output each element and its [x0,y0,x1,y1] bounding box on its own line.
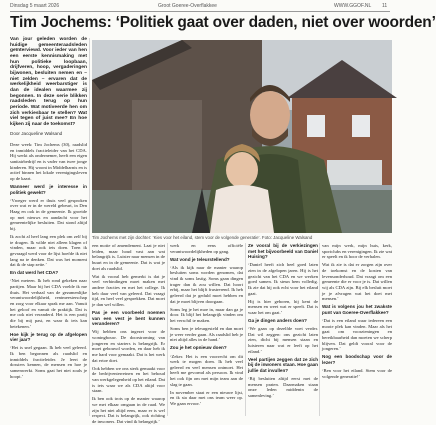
body-paragraph: ‘Ben voor het eiland. Stem voor de volgende generatie!’ [322,368,392,379]
body-paragraph: ‘Niet meteen. Ik heb rond gekeken naar partijen. Maar bij het CDA voelde ik me thuis. Het verhaal van de gezamenlijke verantwoordelijkheid, rentmeesterschap en zorg voor elkaar sprak me aan. Vanuit het geloof en vanuit de praktijk. Dat is me ook niet veranderd. Het is een partij die bij mij past, en waar ik iets kan betekenen.’ [10,278,87,329]
body-paragraph: ‘Zeker. Het is een voorrecht om dit werk te mogen doen. Ik heb veel geleerd en veel mensen ontmoet. Het heeft me gevormd als persoon. Ik vind het ook fijn om met mijn team aan de slag te gaan. [170,353,243,387]
header-rule [10,11,390,12]
body-paragraph: Wij hebben ons ingezet voor de woningbouw. De doorstroming van jongeren en starters is belangrijk. Er moet gebouwd worden, en daar heb ik me hard voor gemaakt. Dat is het werk dat ertoe doet. [92,329,165,363]
body-paragraph: ‘Bij besluiten altijd eerst met de mensen praten. Daarmaken staan onze leden middenin de samenleving.’ [248,376,318,399]
body-paragraph: Soms ben je teleurgesteld en dan moet je weer verder gaan. Als raadslid heb je niet altijd alles in de hand.’ [170,326,243,343]
interview-question: Hoe kijk je terug op de afgelopen vier jaar? [10,331,87,343]
body-paragraph: In november staat er een nieuwe lijst, en ik sta daar met ons team weer op. We gaan ervoor.’ [170,389,243,407]
body-paragraph: een motie of amendement. Laat je niet leiden, maar houd vast aan wat belangrijk is. Luister naar mensen in de buurt en in de gemeente. Dat is wat je doet als raadslid. [92,243,165,271]
interview-question: Ze vooral bij de verkiezingen met het bijvoorbeeld van Daniel Huising? [248,243,318,260]
interview-question: Wat vond je teleurstellend? [170,256,230,262]
issue-date: Dinsdag 5 maart 2026 [10,3,60,9]
body-paragraph: Hij is hier geboren, hij kent de mensen en weet wat er speelt. Dat is waar het om gaat.’ [248,298,318,315]
column-divider [245,243,246,416]
body-paragraph: ‘Vroeger werd er thuis veel gesproken over wat er in de wereld gebeurt, in Den Haag en ook in de gemeente. Ik groeide op met nieuws en aandacht voor het gemeentelijke besluiten. Dat stond altijd bij. [10,197,87,231]
body-paragraph: Ik ben ook trots op de manier waarop we met elkaar omgaan in de raad. We zijn het niet altijd eens, maar er is wel respect. Dat is belangrijk, ook richting de inwoners. Dat vind ik belangrijk.’ [92,396,165,424]
photo-caption: Tim Jochems met zijn dochter: ‘Kies voor het eiland, stem voor de volgende generatie’. Foto: Jacqueline Walsand [92,235,313,240]
page-number: 11 [382,3,388,9]
body-paragraph: werk en eens officiële verantwoordelijkheden op gang. [170,243,243,254]
body-paragraph: Wat ik vooral heb gemerkt is dat je veel verbindingen moet maken met andere fracties en met het college. Ik heb daar veel van geleerd. Dat vraagt tijd, en heel veel gesprekken. Dat moet je dan wel willen. [92,273,165,307]
body-paragraph: ‘We gaan op dezelfde voet verder. Dat wil zeggen: ons gezicht laten zien, dicht bij mensen staan en luisteren naar wat er leeft op het eiland.’ [248,326,318,354]
interview-question: Pas je een voorbeeld noemen van een vest je bent kunnen veranderen? [92,310,165,327]
lead-paragraph: Van jour geleden worden de huidige gemeenteraadsleden geïnterviewd. Voor ieder van hen een eerste kennismaking met hun politieke loopbaan, drijfveren, hoop, vergaderingen bijwonen, besluiten nemen en – niet zelden – ervaren dat de werkelijkheid weerbarstiger is dan de idealen waarmee zij begonnen. In deze serie blikken raadsleden terug op hun periode. Wat motiveerde hen om zich verkiesbaar te stellen? Wat viel tegen of juist mee? En hoe kijken zij naar de toekomst? [10,37,87,127]
body-paragraph: ‘Dat is een eiland waar iedereen een mooie plek kan vinden. Maar als het gaat om voorzieningen en bereikbaarheid dan moeten we scherp blijven. Dat geldt vooral voor de jongeren.’ [322,318,392,352]
article-column-3 [170,243,243,409]
body-paragraph: van mijn werk, mijn huis, kerk, sportclubs en verenigingen. Ik zie wat er speelt en ik hoor de verhalen. [322,243,392,260]
interview-question: Wat is volgens jou het zwakste punt van Goeree-Overflakkee? [322,304,392,315]
body-paragraph: Soms leg je het moe in, maar dan ga je door. Ik blijf het belangrijk vinden om het verschil te maken. [170,306,243,324]
body-paragraph: Ook hebben we ons sterk gemaakt voor de bedrijventerreinen en het behoud van werkgelegenheid op het eiland. Dat is iets waar we als CDA altijd voor staan. [92,365,165,394]
article-headline: Tim Jochems: ‘Politiek gaat over daden, niet over woorden’ [10,14,436,31]
body-paragraph: Deze week: Tim Jochems (30), raadslid en inmiddels fractieleider van het CDA. Hij werkt als ondernemer, heeft een eigen sanitairbedrijf en is vader van twee jonge kinderen. Hij woont in Middelharnis en is actief binnen het lokale verenigingsleven op de kaart. [10,142,87,181]
body-paragraph: ‘Het is snel gegaan. Ik heb veel geleerd. Ik ben begonnen als raadslid en inmiddels fractieleider. Je leert de dossiers kennen, de mensen en hoe je samenwerkt. Soms gaat het niet zoals je hoopt.’ [10,345,87,379]
photo-illustration [92,40,392,233]
article-column-2 [92,243,165,424]
interview-question: En dat werd het CDA? [10,270,59,276]
interview-question: Veel partijen zeggen dat ze zich bij de inwoners staan. Hoe gaan jullie dat invullen? [248,356,318,374]
column-divider [167,243,168,416]
body-paragraph: ‘Als ik kijk naar de manier waarop besluiten soms worden genomen, dat vind ik soms lastig. Soms gaan dingen trager dan ik zou willen. Dat hoort erbij, maar het blijft frustrerend. Ik heb geleerd dat je geduld moet hebben en dat je moet blijven doorgaan. [170,264,243,304]
body-paragraph: Ik zocht al heel lang een plek om zelf bij te dragen. Ik wilde niet alleen klagen of vinden, maar ook iets doen. Toen ik gevraagd werd voor de lijst hoefde ik niet lang na te denken. Dat was het moment dat ik de stap zette.’ [10,234,87,268]
article-lead [10,37,87,139]
byline: Door Jacqueline Walsand [10,130,63,136]
column-divider [89,38,90,416]
article-column-4 [248,243,318,401]
article-column-5 [322,243,392,382]
site-url: WWW.GGOF.NL [334,3,372,9]
article-column-1 [10,142,87,382]
body-paragraph: Wat ik zie is dat er zorgen zijn over de toekomst en de kosten van levensonderhoud. Dat vraagt om een gemeente die er voor je is. Dat willen wij als CDA zijn. Bij elk besluit moet je je afvragen wat het doet met mensen.’ [322,262,392,302]
publication-name: Groot Goeree-Overflakkee [158,3,217,9]
article-photo [92,40,392,233]
interview-question: Ga je dingen anders doen? [248,318,307,324]
column-divider [319,243,320,416]
body-paragraph: ‘Daniel heeft zich heel goed laten zien in de afgelopen jaren. Hij is het gezicht van het CDA en we werken goed samen. Ik steun hem volledig. Ik zie dat hij ook echt voor het eiland gaat. [248,262,318,296]
interview-question: Nog een boodschap voor de lezer? [322,354,392,366]
interview-question: Zou je het opnieuw doen? [170,345,227,351]
interview-question: Wanneer werd je interesse in politiek gewekt? [10,183,87,195]
